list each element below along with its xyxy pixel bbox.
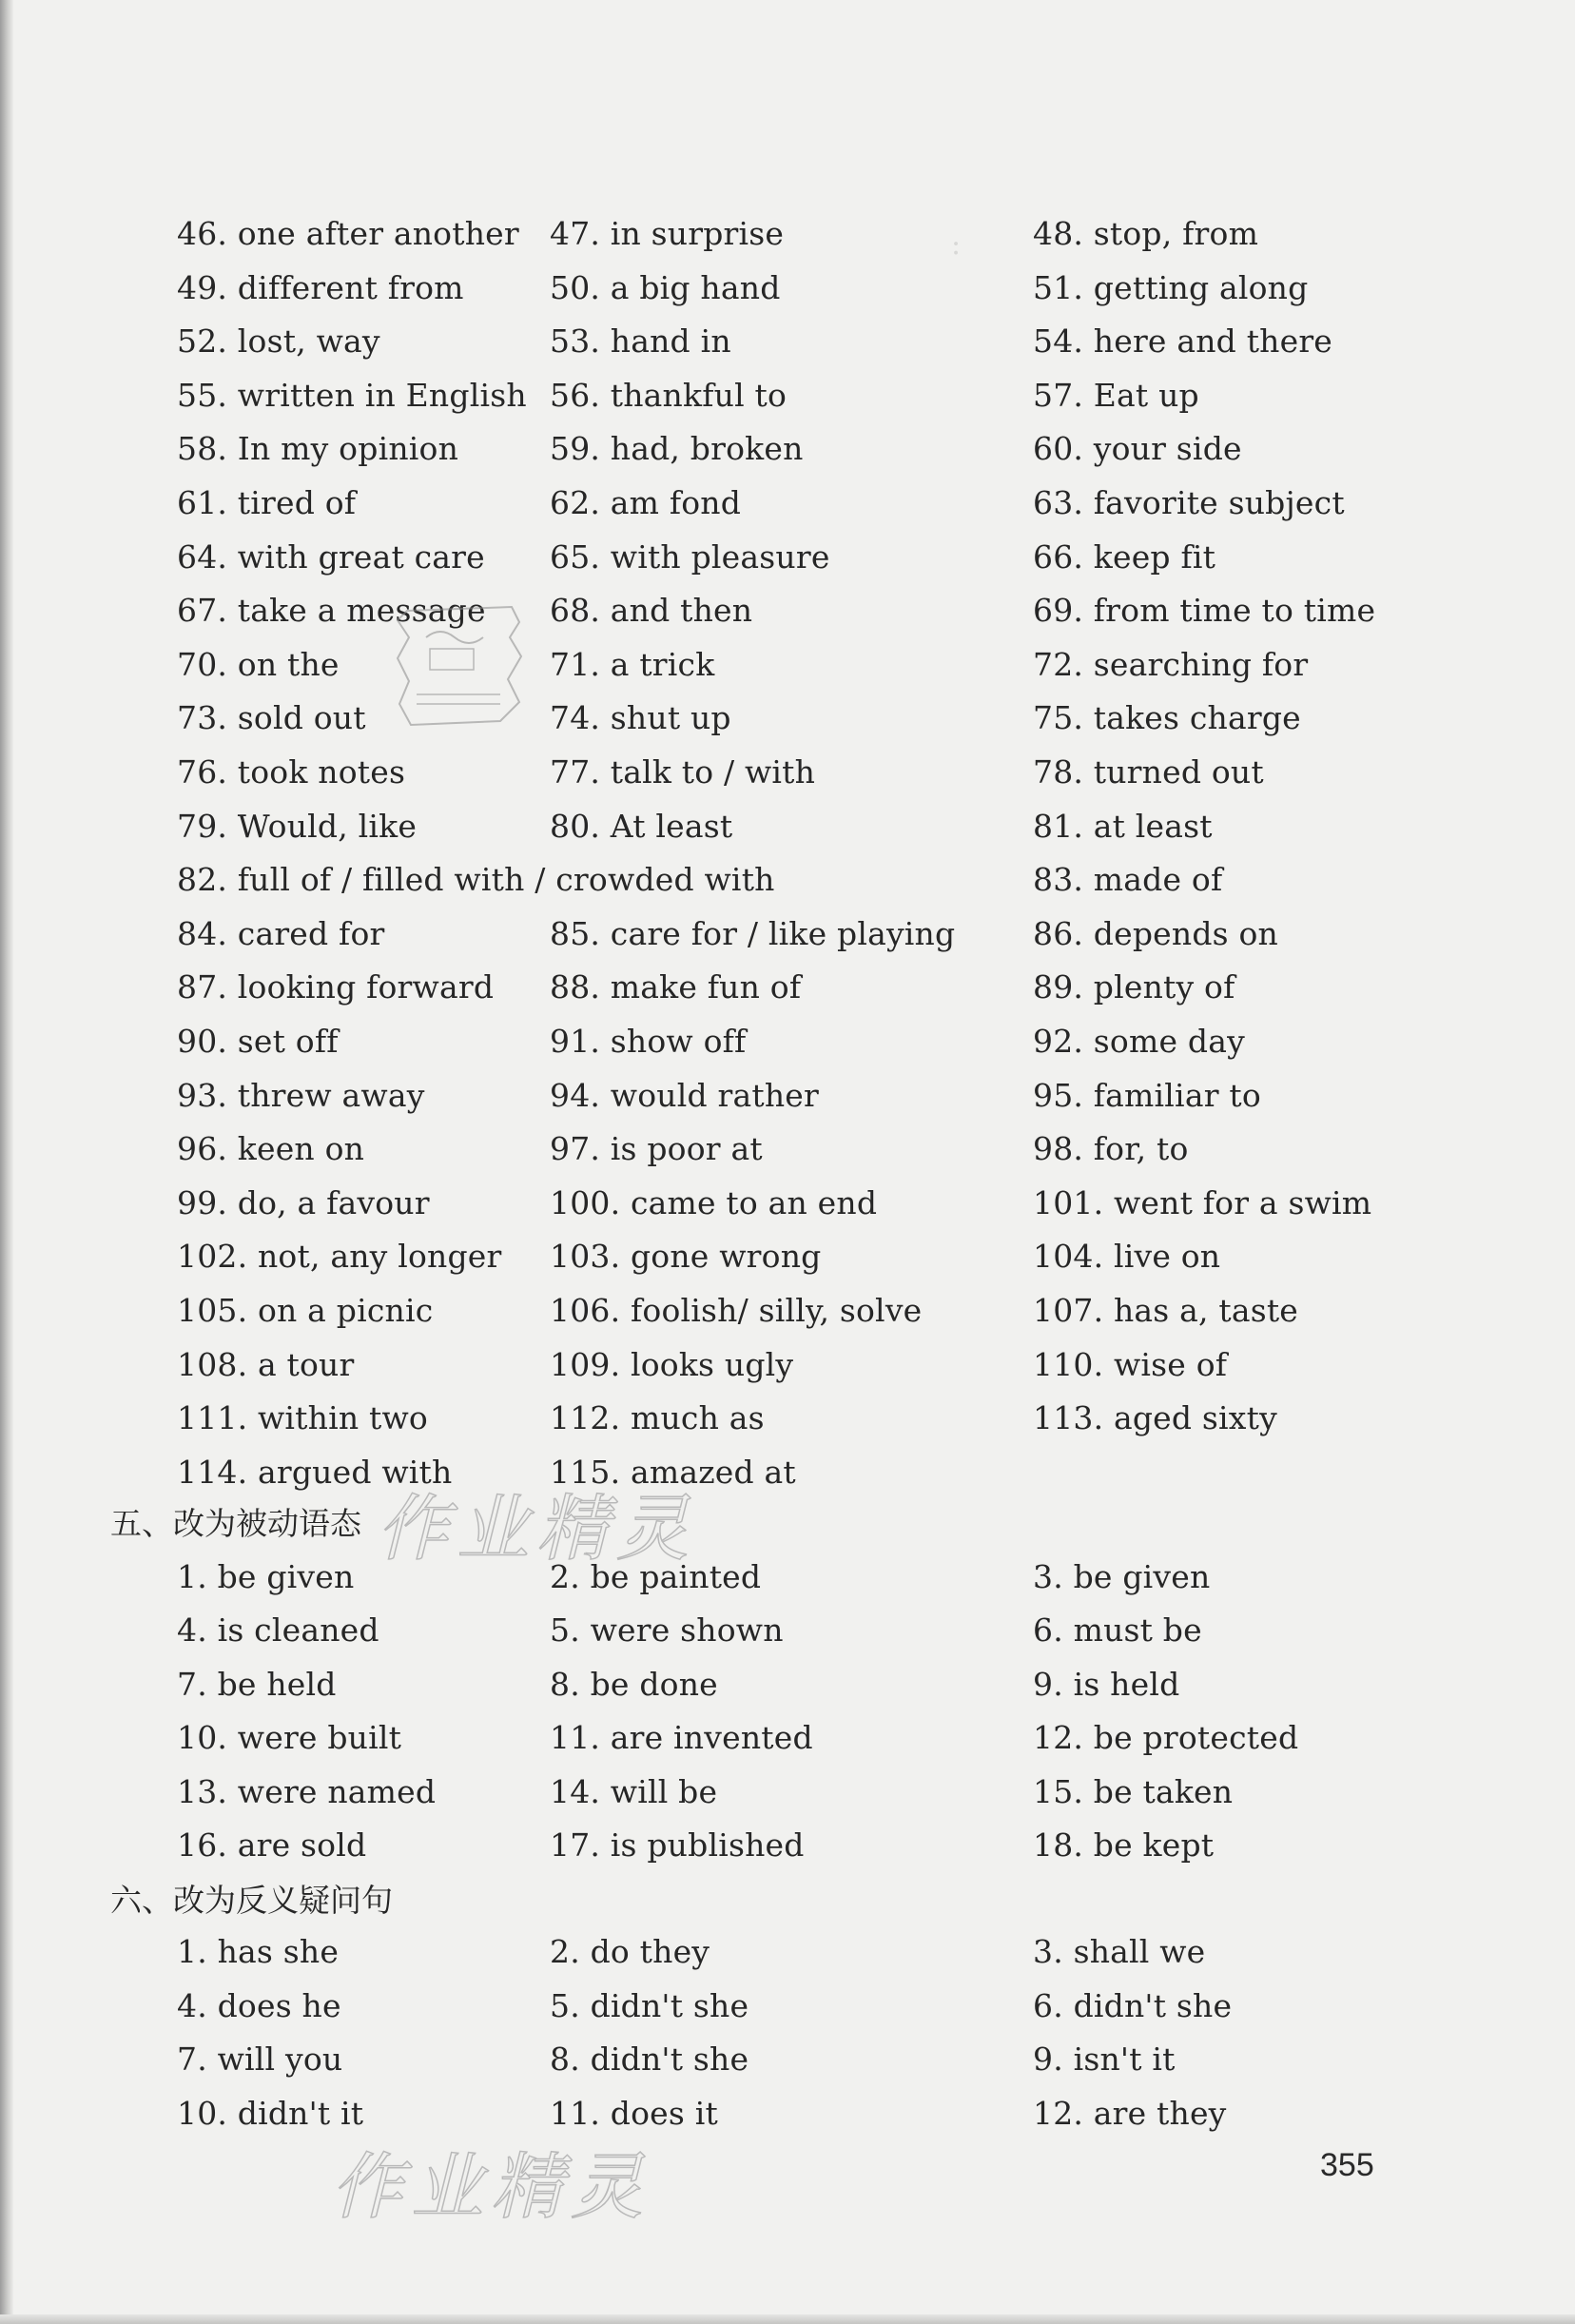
stamp-logo-icon	[388, 599, 531, 742]
answer-row	[0, 1069, 1575, 1123]
answer-item: 57. Eat up	[1033, 376, 1199, 414]
answer-item: 16. are sold	[177, 1826, 367, 1864]
answer-item: 64. with great care	[177, 537, 485, 576]
answer-row	[0, 1819, 1575, 1872]
answer-item: 80. At least	[550, 807, 733, 845]
answer-item: 9. isn't it	[1033, 2041, 1176, 2079]
answer-item: 13. were named	[177, 1772, 437, 1810]
answer-item: 83. made of	[1033, 861, 1223, 899]
answer-item: 108. a tour	[177, 1345, 355, 1383]
answer-row	[0, 315, 1575, 368]
answer-item: 2. be painted	[550, 1558, 762, 1595]
answer-row	[0, 853, 1575, 907]
answer-row	[0, 369, 1575, 422]
answer-item: 66. keep fit	[1033, 537, 1216, 576]
answer-item: 91. show off	[550, 1023, 747, 1060]
answer-item: 78. turned out	[1033, 753, 1264, 791]
answer-item: 14. will be	[550, 1772, 718, 1810]
answer-item: 69. from time to time	[1033, 592, 1376, 630]
answer-row	[0, 1980, 1575, 2033]
watermark: 作业精灵	[331, 2144, 651, 2229]
answer-item: 4. is cleaned	[177, 1611, 379, 1650]
answer-row	[0, 1925, 1575, 1979]
answer-row	[0, 961, 1575, 1014]
answer-item: 12. are they	[1033, 2094, 1227, 2132]
answer-item: 15. be taken	[1033, 1772, 1234, 1810]
answer-item: 62. am fond	[550, 484, 742, 521]
answer-item: 89. plenty of	[1033, 968, 1235, 1006]
answer-item: 46. one after another	[177, 215, 519, 252]
answer-item: 68. and then	[550, 592, 753, 630]
answer-item: 58. In my opinion	[177, 430, 459, 468]
answer-item: 94. would rather	[550, 1076, 819, 1114]
answer-row	[0, 531, 1575, 584]
answer-item: 53. hand in	[550, 322, 731, 361]
answer-row	[0, 908, 1575, 961]
answer-item: 7. be held	[177, 1665, 337, 1703]
answer-item: 71. a trick	[550, 645, 715, 683]
answer-item: 60. your side	[1033, 430, 1242, 468]
answer-item: 74. shut up	[550, 699, 731, 737]
answer-row	[0, 1177, 1575, 1230]
answer-item: 70. on the	[177, 645, 340, 683]
answer-item: 109. looks ugly	[550, 1345, 794, 1383]
answer-row	[0, 638, 1575, 692]
answer-item: 11. are invented	[550, 1719, 813, 1757]
answer-row	[0, 1338, 1575, 1392]
answer-row	[0, 1123, 1575, 1176]
answer-item: 10. were built	[177, 1719, 402, 1757]
answer-item: 47. in surprise	[550, 215, 785, 252]
answer-item: 67. take a message	[177, 592, 486, 630]
answer-item: 54. here and there	[1033, 322, 1333, 361]
answer-item: 100. came to an end	[550, 1183, 878, 1221]
answer-row	[0, 1284, 1575, 1338]
answer-item: 17. is published	[550, 1826, 805, 1864]
answer-item: 8. didn't she	[550, 2041, 749, 2079]
answer-item: 81. at least	[1033, 807, 1213, 845]
answer-item: 107. has a, taste	[1033, 1292, 1299, 1329]
watermark: 作业精灵	[377, 1486, 696, 1571]
answer-item: 86. depends on	[1033, 914, 1279, 952]
answer-row	[0, 1446, 1575, 1499]
answer-item: 103. gone wrong	[550, 1238, 822, 1276]
answer-row	[0, 584, 1575, 637]
answer-item: 75. takes charge	[1033, 699, 1301, 737]
answer-item: 99. do, a favour	[177, 1183, 430, 1221]
answer-item: 84. cared for	[177, 914, 385, 952]
answer-item: 76. took notes	[177, 753, 406, 791]
answer-item: 4. does he	[177, 1986, 341, 2024]
answer-item: 110. wise of	[1033, 1345, 1228, 1383]
answer-item: 92. some day	[1033, 1023, 1245, 1060]
page-bottom-edge	[0, 2314, 1575, 2324]
answer-item: 18. be kept	[1033, 1826, 1215, 1864]
answer-item: 50. a big hand	[550, 268, 781, 306]
answer-item: 102. not, any longer	[177, 1238, 502, 1276]
answer-item: 55. written in English	[177, 376, 527, 414]
answer-item: 101. went for a swim	[1033, 1183, 1372, 1221]
answer-item: 72. searching for	[1033, 645, 1309, 683]
answer-item: 112. much as	[550, 1399, 765, 1437]
answer-item: 5. didn't she	[550, 1986, 749, 2024]
answer-item: 51. getting along	[1033, 268, 1309, 306]
answer-item: 48. stop, from	[1033, 215, 1259, 252]
answer-item: 56. thankful to	[550, 376, 788, 414]
answer-row	[0, 2033, 1575, 2086]
answer-row	[0, 262, 1575, 315]
answer-item: 111. within two	[177, 1399, 428, 1437]
answer-item: 6. must be	[1033, 1611, 1202, 1650]
answer-item: 85. care for / like playing	[550, 914, 956, 952]
answer-item: 106. foolish/ silly, solve	[550, 1292, 923, 1329]
answer-item: 96. keen on	[177, 1130, 365, 1168]
answer-row	[0, 692, 1575, 745]
answer-item: 88. make fun of	[550, 968, 802, 1006]
section-heading-tag-questions: 六、改为反义疑问句	[110, 1882, 393, 1919]
answer-item: 2. do they	[550, 1933, 710, 1970]
answer-item: 73. sold out	[177, 699, 366, 737]
answer-item: 11. does it	[550, 2094, 718, 2132]
answer-row	[0, 1604, 1575, 1657]
answer-row	[0, 477, 1575, 530]
answer-row	[0, 1015, 1575, 1068]
answer-row	[0, 800, 1575, 853]
answer-item: 3. be given	[1033, 1558, 1211, 1595]
show-through-mark: :	[951, 228, 962, 262]
answer-item: 98. for, to	[1033, 1130, 1189, 1168]
answer-row	[0, 1711, 1575, 1765]
answer-item: 49. different from	[177, 268, 464, 306]
answer-item: 114. argued with	[177, 1453, 453, 1491]
answer-item: 9. is held	[1033, 1665, 1180, 1703]
answer-item: 61. tired of	[177, 484, 357, 521]
answer-item: 52. lost, way	[177, 322, 380, 361]
answer-item: 115. amazed at	[550, 1453, 796, 1491]
answer-row	[0, 1392, 1575, 1445]
answer-item: 12. be protected	[1033, 1719, 1299, 1757]
answer-item: 105. on a picnic	[177, 1292, 434, 1329]
answer-item: 87. looking forward	[177, 968, 495, 1006]
answer-item: 65. with pleasure	[550, 537, 830, 576]
answer-item: 82. full of / filled with / crowded with	[177, 861, 775, 899]
answer-item: 93. threw away	[177, 1076, 425, 1114]
answer-row	[0, 1551, 1575, 1604]
section-heading-passive-voice: 五、改为被动语态	[110, 1505, 361, 1542]
answer-item: 6. didn't she	[1033, 1986, 1233, 2024]
answer-row	[0, 1230, 1575, 1283]
answer-item: 90. set off	[177, 1023, 339, 1060]
answer-item: 1. has she	[177, 1933, 340, 1970]
page-number: 355	[1320, 2147, 1374, 2183]
answer-row	[0, 1766, 1575, 1819]
answer-item: 5. were shown	[550, 1611, 784, 1650]
answer-item: 63. favorite subject	[1033, 484, 1345, 521]
answer-item: 77. talk to / with	[550, 753, 816, 791]
answer-item: 1. be given	[177, 1558, 355, 1595]
answer-item: 95. familiar to	[1033, 1076, 1261, 1114]
answer-item: 104. live on	[1033, 1238, 1221, 1276]
answer-item: 3. shall we	[1033, 1933, 1206, 1970]
answer-row	[0, 207, 1575, 261]
answer-row	[0, 422, 1575, 476]
answer-item: 10. didn't it	[177, 2094, 364, 2132]
answer-row	[0, 746, 1575, 799]
answer-item: 113. aged sixty	[1033, 1399, 1277, 1437]
answer-item: 79. Would, like	[177, 807, 418, 845]
answer-item: 59. had, broken	[550, 430, 804, 468]
answer-item: 97. is poor at	[550, 1130, 763, 1168]
answer-item: 7. will you	[177, 2041, 343, 2079]
answer-item: 8. be done	[550, 1665, 718, 1703]
answer-row	[0, 1658, 1575, 1711]
answer-row	[0, 2087, 1575, 2140]
